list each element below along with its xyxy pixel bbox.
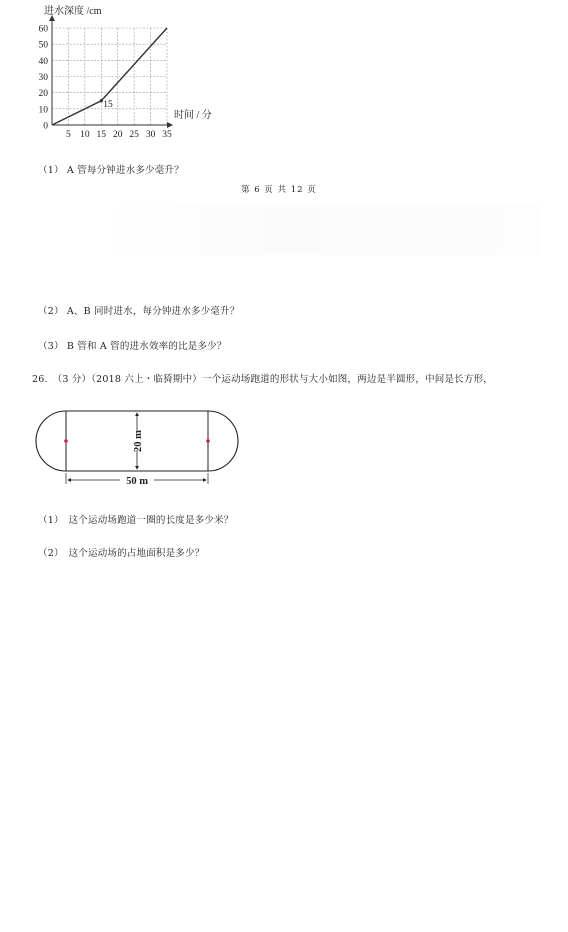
question-26-1: （1） 这个运动场跑道一圈的长度是多少米？ bbox=[38, 515, 234, 526]
scan-shadow bbox=[100, 205, 540, 255]
water-depth-chart bbox=[0, 0, 260, 150]
question-26: 26. （3 分）（2018 六上・临猗期中）一个运动场跑道的形状与大小如图，两边是半圆形，中间是长方形， bbox=[32, 374, 493, 385]
x-tick-label: 35 bbox=[162, 130, 172, 140]
length-label: 50 m bbox=[126, 476, 148, 487]
x-tick-label: 25 bbox=[129, 130, 139, 140]
y-tick-label: 60 bbox=[38, 24, 48, 35]
width-label: 20 m bbox=[133, 430, 144, 452]
y-tick-label: 30 bbox=[38, 73, 48, 83]
page-footer: 第 6 页 共 12 页 bbox=[241, 185, 317, 195]
x-tick-label: 5 bbox=[66, 130, 71, 140]
right-center-dot bbox=[206, 439, 210, 443]
x-tick-label: 10 bbox=[80, 130, 90, 140]
left-center-dot bbox=[64, 439, 68, 443]
y-tick-label: 20 bbox=[38, 89, 48, 100]
y-tick-label: 10 bbox=[38, 105, 48, 116]
annotation-label: 15 bbox=[103, 99, 113, 110]
track-diagram bbox=[30, 404, 250, 494]
x-tick-label: 20 bbox=[112, 130, 123, 140]
y-tick-label: 0 bbox=[43, 121, 48, 132]
x-axis-label: 时间 / 分 bbox=[174, 110, 212, 121]
question-26-2: （2） 这个运动场的占地面积是多少？ bbox=[38, 548, 205, 559]
y-tick-label: 50 bbox=[38, 40, 48, 51]
question-2: （2） A、B 同时进水，每分钟进水多少毫升？ bbox=[38, 306, 240, 317]
x-tick-label: 30 bbox=[145, 130, 156, 140]
question-3: （3） B 管和 A 管的进水效率的比是多少？ bbox=[38, 341, 227, 352]
y-tick-label: 40 bbox=[38, 56, 48, 67]
x-tick-label: 15 bbox=[96, 130, 107, 140]
question-1: （1） A 管每分钟进水多少毫升？ bbox=[38, 165, 184, 176]
y-axis-label: 进水深度 /cm bbox=[44, 6, 102, 17]
